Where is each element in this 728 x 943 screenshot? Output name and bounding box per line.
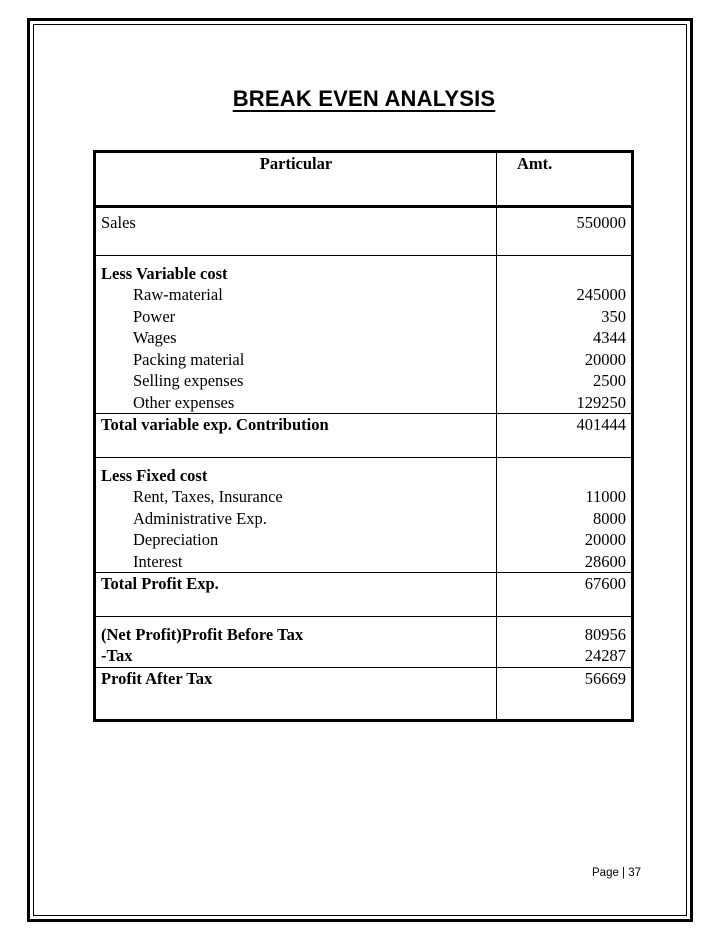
- page-number: Page | 37: [592, 867, 642, 879]
- list-item: Packing material: [133, 349, 245, 369]
- fixed-cost-heading: Less Fixed cost: [101, 465, 208, 485]
- list-item: Wages: [133, 328, 177, 347]
- header-amount: Amt.: [497, 152, 633, 207]
- list-item-value: 8000: [593, 508, 626, 528]
- fixed-total-row: [95, 573, 633, 617]
- profit-before-tax-row: [95, 616, 633, 667]
- list-item: Raw-material: [133, 285, 223, 304]
- fixed-total-label: Total Profit Exp.: [101, 574, 219, 593]
- sales-label: Sales: [101, 213, 136, 232]
- list-item-value: 20000: [584, 530, 626, 549]
- tax-value: 24287: [584, 646, 626, 665]
- list-item: Administrative Exp.: [133, 508, 267, 528]
- tax-label: -Tax: [101, 646, 133, 665]
- list-item-value: 28600: [584, 551, 626, 571]
- sales-value: 550000: [576, 213, 626, 232]
- break-even-table: [93, 150, 634, 722]
- fixed-total-value: 67600: [584, 574, 626, 593]
- list-item-value: 2500: [593, 371, 626, 390]
- list-item-value: 11000: [585, 487, 626, 506]
- list-item: Selling expenses: [133, 371, 244, 390]
- list-item-value: 245000: [576, 285, 626, 304]
- list-item-value: 129250: [576, 392, 626, 412]
- fixed-cost-group: [95, 457, 633, 573]
- profit-after-tax-row: [95, 667, 633, 721]
- list-item-value: 20000: [584, 349, 626, 369]
- pbt-value: 80956: [584, 624, 626, 644]
- sales-row: [95, 207, 633, 256]
- list-item: Depreciation: [133, 530, 219, 549]
- list-item: Power: [133, 306, 176, 326]
- list-item: Other expenses: [133, 392, 235, 412]
- list-item-value: 4344: [593, 328, 626, 347]
- variable-cost-heading: Less Variable cost: [101, 263, 228, 283]
- list-item-value: 350: [601, 306, 626, 326]
- list-item: Rent, Taxes, Insurance: [133, 487, 283, 506]
- header-particular: Particular: [95, 152, 497, 207]
- list-item: Interest: [133, 551, 183, 571]
- table-header-row: [95, 152, 633, 207]
- pat-label: Profit After Tax: [101, 668, 213, 688]
- pat-value: 56669: [584, 668, 626, 688]
- pbt-label: (Net Profit)Profit Before Tax: [101, 624, 304, 644]
- variable-cost-group: [95, 255, 633, 414]
- variable-total-row: [95, 414, 633, 458]
- variable-total-label: Total variable exp. Contribution: [101, 415, 329, 434]
- page-title: BREAK EVEN ANALYSIS: [232, 86, 496, 111]
- variable-total-value: 401444: [576, 415, 626, 434]
